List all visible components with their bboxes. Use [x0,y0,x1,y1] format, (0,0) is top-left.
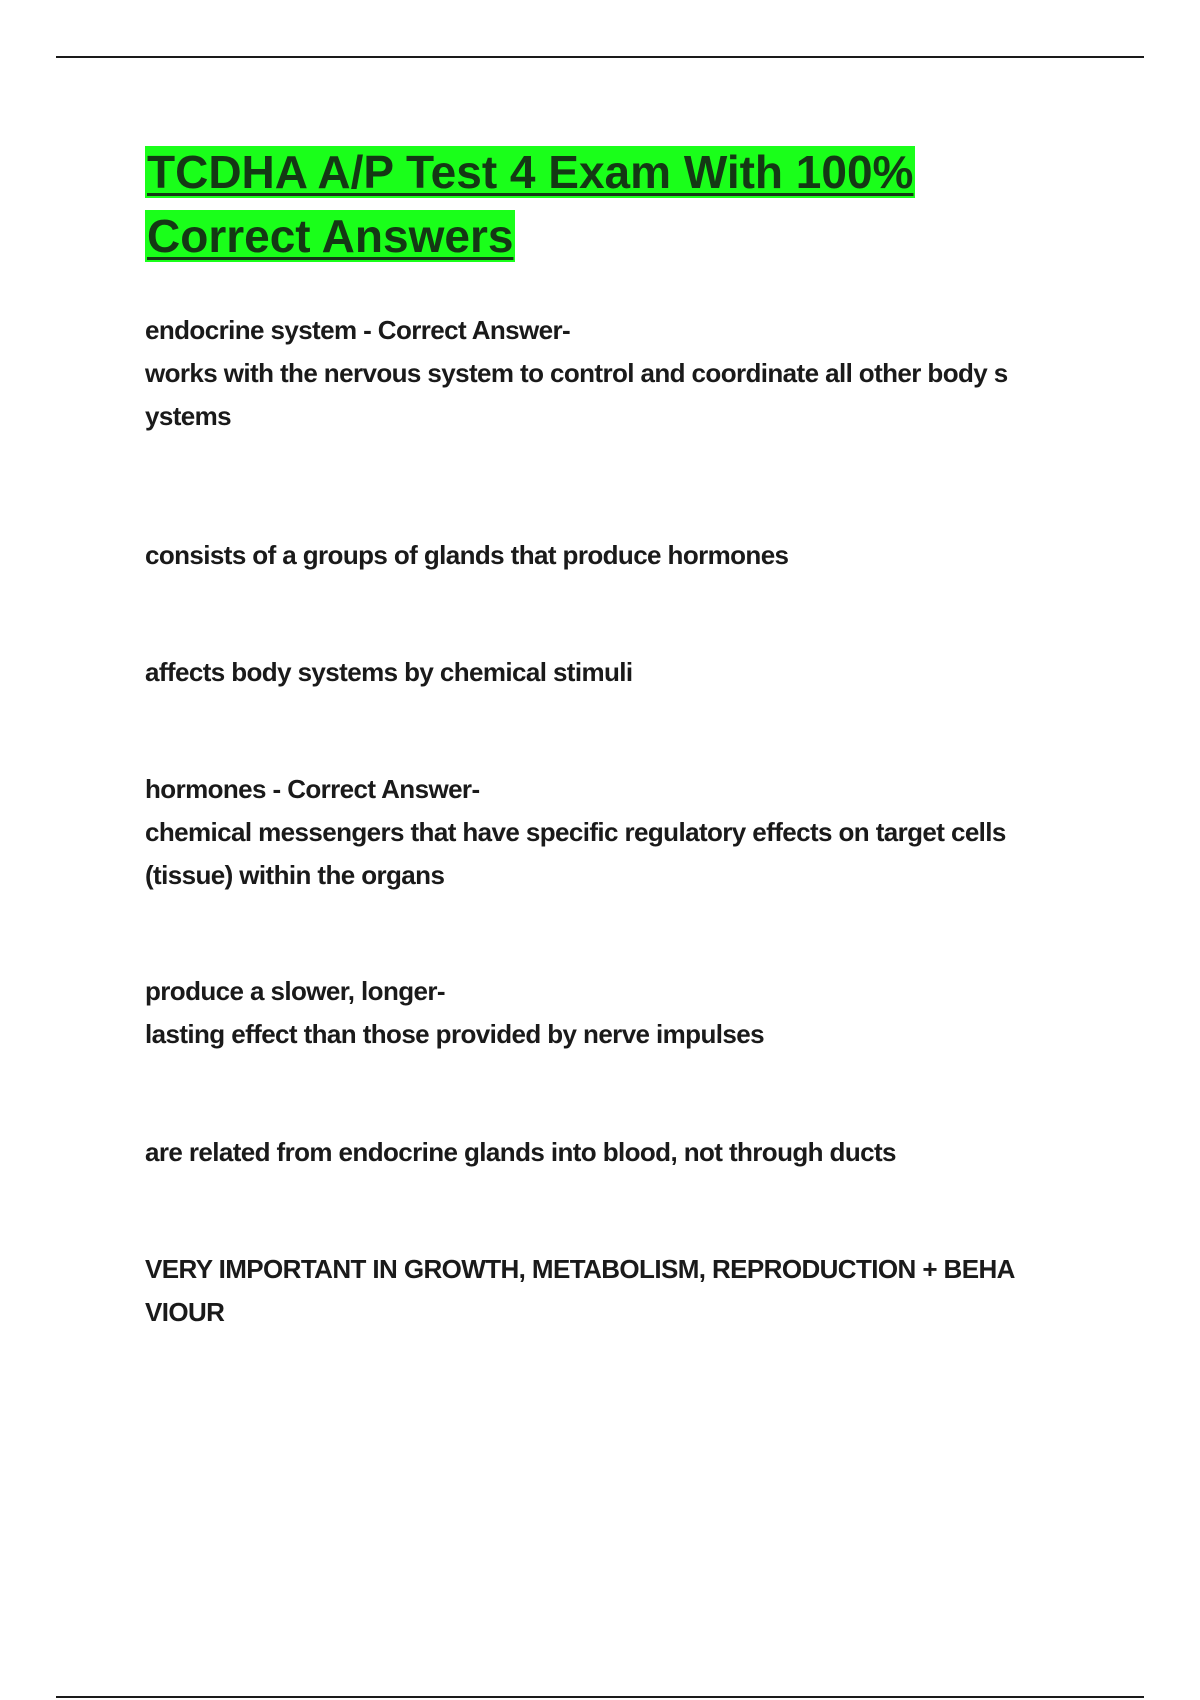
answer-paragraph-stimuli [145,651,1105,694]
entry-line: ystems [145,401,232,431]
document-title [145,140,1045,268]
title-line-2: Correct Answers [147,210,514,262]
entry-line: produce a slower, longer- [145,976,445,1006]
qa-entry-endocrine-system [145,309,1105,438]
answer-paragraph-slower-effect [145,970,1105,1056]
title-line-1: TCDHA A/P Test 4 Exam With 100% [147,146,914,198]
answer-paragraph-ducts [145,1131,1105,1174]
entry-line: affects body systems by chemical stimuli [145,657,633,687]
entry-line: consists of a groups of glands that produce hormones [145,540,789,570]
footer-rule [56,1696,1144,1698]
entry-line: chemical messengers that have specific regulatory effects on target cells [145,817,1006,847]
entry-line: lasting effect than those provided by nerve impulses [145,1019,764,1049]
entry-line: VERY IMPORTANT IN GROWTH, METABOLISM, REPRODUCTION + BEHA [145,1254,1015,1284]
qa-entry-hormones [145,768,1105,897]
answer-paragraph-glands [145,534,1105,577]
header-rule [56,56,1144,58]
entry-line: hormones - Correct Answer- [145,774,480,804]
entry-line: are related from endocrine glands into blood, not through ducts [145,1137,896,1167]
entry-line: works with the nervous system to control and coordinate all other body s [145,358,1008,388]
entry-line: VIOUR [145,1297,225,1327]
entry-line: endocrine system - Correct Answer- [145,315,571,345]
answer-paragraph-important [145,1248,1105,1334]
entry-line: (tissue) within the organs [145,860,445,890]
